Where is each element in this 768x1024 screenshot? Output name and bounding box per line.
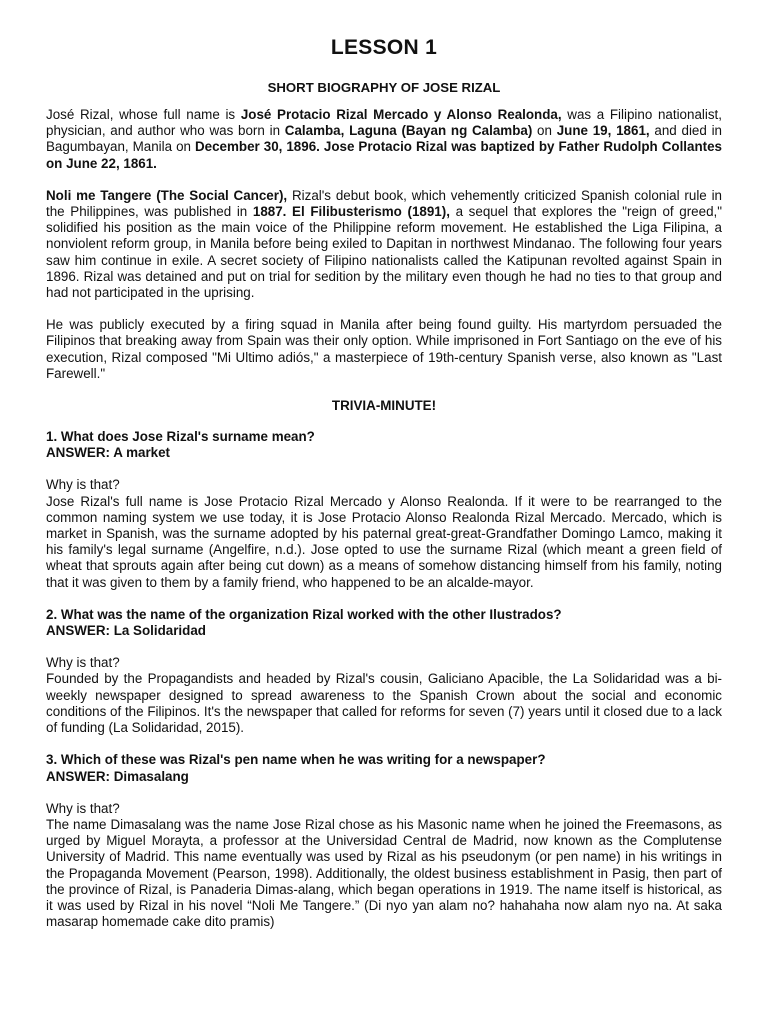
intro-full-name: José Protacio Rizal Mercado y Alonso Realonda, (240, 107, 562, 122)
intro-paragraph (46, 107, 722, 172)
intro-text-4: and died in Bagumbayan, Manila on (46, 123, 722, 155)
answer-text: ANSWER: A market (46, 445, 171, 461)
trivia-item-1 (46, 429, 722, 591)
intro-death-baptism: December 30, 1896. Jose Protacio Rizal was baptized by Father Rudolph Collantes on June 22, 1861. (46, 139, 722, 171)
intro-text-1: José Rizal, whose full name is (46, 107, 241, 122)
works-paragraph (46, 188, 722, 301)
question-text: 3. Which of these was Rizal's pen name when he was writing for a newspaper? (46, 752, 546, 768)
explanation-text: Jose Rizal's full name is Jose Protacio Rizal Mercado y Alonso Realonda. If it were to be rearranged to the common naming system we use today, it is Jose Protacio Alonso Realonda Rizal Mercado. Mercado, which is market in Spanish, was the surname adopted by his paternal great-great-Grandfather Domingo Lamco, making it his family's legal surname (Angelfire, n.d.). Jose opted to use the surname Rizal (which meant a green field of wheat that sprouts again after being cut down) as a means of somehow distancing himself from his family, noting that it was given to them by a family friend, who happened to be an alcalde-mayor. (46, 493, 722, 590)
document-page (46, 36, 722, 930)
works-text-1: Rizal's debut book, which vehemently criticized Spanish colonial rule in the Philippines, was published in (46, 187, 722, 220)
document-subtitle: SHORT BIOGRAPHY OF JOSE RIZAL (267, 80, 501, 95)
why-label: Why is that? (46, 800, 120, 816)
intro-birthdate: June 19, 1861, (556, 123, 650, 139)
explanation-text: The name Dimasalang was the name Jose Rizal chose as his Masonic name when he joined the Freemasons, as urged by Miguel Morayta, a professor at the Universidad Central de Madrid, now known as the Complutense University of Madrid. This name eventually was used by Rizal as his pseudonym (or pen name) in his writings in the Propaganda Movement (Pearson, 1998). Additionally, the oldest business establishment in Pasig, then part of the province of Rizal, is Panaderia Dimas-alang, which began operations in 1919. The name itself is historical, as it was used by Rizal in his novel “Noli Me Tangere.” (Di nyo yan alam no? hahahaha now alam nyo na. At saka masarap homemade cake dito pramis) (46, 816, 722, 930)
why-label: Why is that? (46, 477, 120, 493)
trivia-item-2 (46, 607, 722, 736)
question-text: 1. What does Jose Rizal's surname mean? (46, 429, 315, 445)
why-label: Why is that? (46, 655, 120, 671)
noli-title: Noli me Tangere (The Social Cancer), (46, 187, 288, 203)
lesson-title: LESSON 1 (330, 36, 438, 59)
intro-text-2: was a Filipino nationalist, physician, and author who was born in (46, 107, 722, 139)
execution-paragraph: He was publicly executed by a firing squad in Manila after being found guilty. His martyrdom persuaded the Filipinos that breaking away from Spain was their only option. While imprisoned in Fort Santiago on the eve of his execution, Rizal composed "Mi Ultimo adiós," a masterpiece of 19th-century Spanish verse, also known as "Last Farewell." (46, 317, 722, 381)
explanation-text: Founded by the Propagandists and headed by Rizal's cousin, Galiciano Apacible, the La Solidaridad was a bi-weekly newspaper designed to spread awareness to the Spanish Crown about the social and economic conditions of the Filipinos. It's the newspaper that called for reforms for seven (7) years until it closed due to a lack of funding (La Solidaridad, 2015). (46, 671, 722, 736)
answer-text: ANSWER: La Solidaridad (46, 623, 206, 639)
works-text-2: a sequel that explores the "reign of greed," solidified his position as the main voice of the Philippine reform movement. He established the Liga Filipina, a nonviolent reform group, in Manila before being exiled to Dapitan in northwest Mindanao. The following four years saw him continue in exile. A secret society of Filipino nationalists called the Katipunan revolted against Spain in 1896. Rizal was detained and put on trial for sedition by the military even though he had no ties to that group and had not participated in the uprising. (46, 204, 722, 301)
intro-birthplace: Calamba, Laguna (Bayan ng Calamba) (284, 123, 533, 139)
answer-text: ANSWER: Dimasalang (46, 768, 189, 784)
question-text: 2. What was the name of the organization Rizal worked with the other Ilustrados? (46, 606, 562, 622)
fili-title: 1887. El Filibusterismo (1891), (252, 204, 450, 220)
trivia-heading: TRIVIA-MINUTE! (331, 398, 437, 414)
trivia-item-3 (46, 752, 722, 930)
intro-text-3: on (532, 123, 557, 139)
